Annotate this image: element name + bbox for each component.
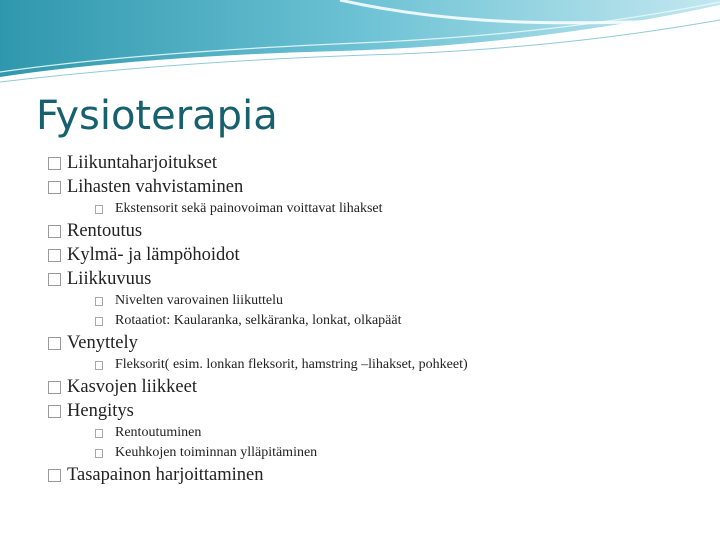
checkbox-bullet-icon: [48, 405, 61, 418]
checkbox-bullet-icon: [48, 337, 61, 350]
bullet-item: [46, 331, 468, 355]
checkbox-bullet-icon: [95, 449, 103, 458]
bullet-item: [46, 175, 468, 199]
checkbox-bullet-icon: [48, 249, 61, 262]
bullet-text: Hengitys: [67, 400, 134, 421]
bullet-text: Lihasten vahvistaminen: [67, 176, 244, 197]
bullet-list: [46, 151, 468, 487]
sub-bullet-item: [46, 423, 468, 443]
checkbox-bullet-icon: [48, 181, 61, 194]
bullet-item: [46, 219, 468, 243]
sub-bullet-item: [46, 311, 468, 331]
sub-bullet-item: [46, 199, 468, 219]
bullet-item: [46, 463, 468, 487]
slide-title: Fysioterapia: [36, 93, 278, 139]
sub-bullet-text: Ekstensorit sekä painovoiman voittavat lihakset: [115, 201, 383, 216]
checkbox-bullet-icon: [95, 361, 103, 370]
bullet-text: Kylmä- ja lämpöhoidot: [67, 244, 240, 265]
bullet-text: Liikuntaharjoitukset: [67, 152, 218, 173]
checkbox-bullet-icon: [95, 297, 103, 306]
sub-bullet-text: Rentoutuminen: [115, 425, 202, 440]
bullet-text: Venyttely: [67, 332, 138, 353]
bullet-item: [46, 243, 468, 267]
bullet-text: Kasvojen liikkeet: [67, 376, 197, 397]
sub-bullet-item: [46, 443, 468, 463]
sub-bullet-text: Rotaatiot: Kaularanka, selkäranka, lonkat, olkapäät: [115, 313, 402, 328]
wave-decoration: [0, 0, 720, 90]
sub-bullet-text: Keuhkojen toiminnan ylläpitäminen: [115, 445, 318, 460]
checkbox-bullet-icon: [95, 317, 103, 326]
bullet-text: Tasapainon harjoittaminen: [67, 464, 264, 485]
sub-bullet-text: Fleksorit( esim. lonkan fleksorit, hamstring –lihakset, pohkeet): [115, 357, 468, 372]
bullet-item: [46, 399, 468, 423]
checkbox-bullet-icon: [95, 205, 103, 214]
checkbox-bullet-icon: [48, 469, 61, 482]
sub-bullet-item: [46, 355, 468, 375]
checkbox-bullet-icon: [95, 429, 103, 438]
sub-bullet-item: [46, 291, 468, 311]
checkbox-bullet-icon: [48, 157, 61, 170]
bullet-text: Rentoutus: [67, 220, 143, 241]
checkbox-bullet-icon: [48, 273, 61, 286]
bullet-item: [46, 267, 468, 291]
checkbox-bullet-icon: [48, 225, 61, 238]
bullet-item: [46, 375, 468, 399]
bullet-item: [46, 151, 468, 175]
checkbox-bullet-icon: [48, 381, 61, 394]
bullet-text: Liikkuvuus: [67, 268, 152, 289]
sub-bullet-text: Nivelten varovainen liikuttelu: [115, 293, 283, 308]
